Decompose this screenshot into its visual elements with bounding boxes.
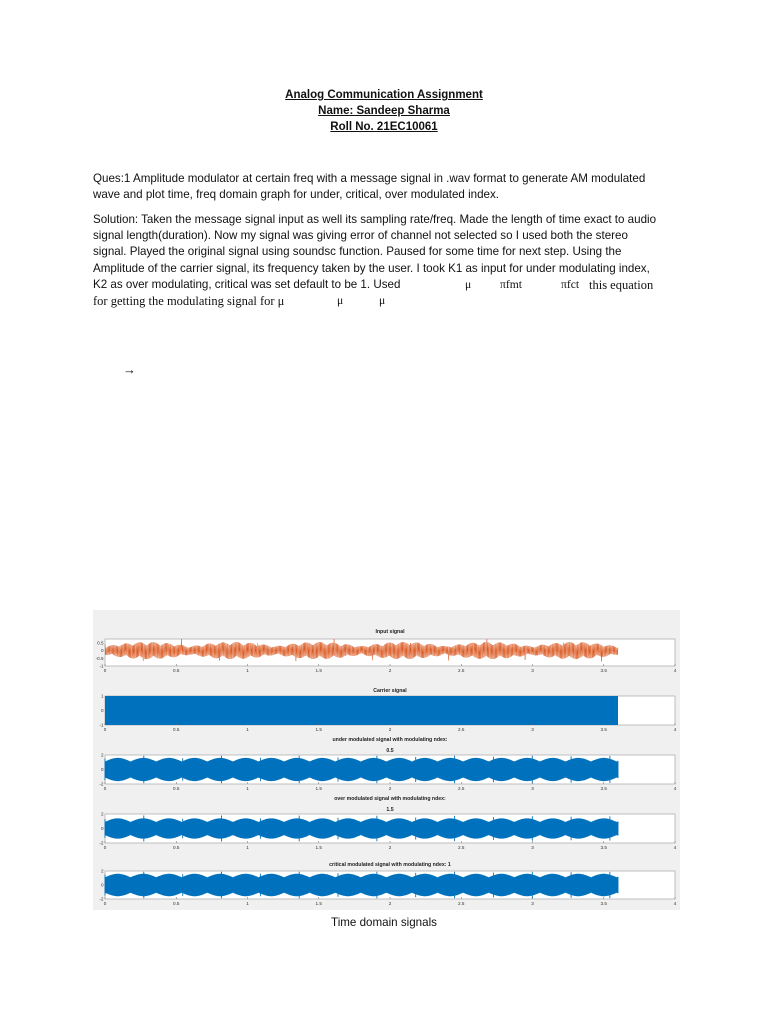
plot-title-3: under modulated signal with modulating ndex: [332,737,448,743]
equation-pifct: πfct [561,277,580,291]
y-tick-label-4-2: -2 [99,840,104,846]
y-tick-label-5-1: 0 [100,882,104,888]
x-tick-label-2-0: 0 [103,727,107,732]
x-tick-label-3-0: 0 [103,786,107,791]
x-tick-label-4-5: 2.5 [458,845,465,850]
x-tick-label-5-3: 1.5 [315,901,322,906]
solution-line-5-text: K2 as over modulating, critical was set default to be 1. Used [93,277,401,291]
x-tick-label-1-7: 3.5 [600,668,607,673]
plot-title-5: critical modulated signal with modulating ndex: 1 [329,862,451,868]
x-tick-label-2-8: 4 [673,727,677,732]
y-tick-label-4-0: 2 [100,811,104,817]
plot-title-4: over modulated signal with modulating ndex: [334,796,446,802]
x-tick-label-3-5: 2.5 [458,786,465,791]
x-tick-label-3-8: 4 [673,786,677,791]
equation-mu-3: μ [379,293,386,307]
x-tick-label-4-6: 3 [531,845,534,850]
x-tick-label-1-1: 0.5 [173,668,180,673]
x-tick-label-2-2: 1 [246,727,249,732]
arrow-symbol: → [123,362,136,377]
y-tick-label-5-0: 2 [100,868,104,874]
x-tick-label-4-3: 1.5 [315,845,322,850]
x-tick-label-5-7: 3.5 [600,901,607,906]
x-tick-label-4-2: 1 [246,845,249,850]
x-tick-label-3-3: 1.5 [315,786,322,791]
question-line-2: wave and plot time, freq domain graph for under, critical, over modulated index. [93,188,500,202]
plot-subtitle-3: 0.5 [386,748,394,754]
x-tick-label-5-8: 4 [673,901,677,906]
x-tick-label-4-1: 0.5 [173,845,180,850]
solution-line-5 [93,277,683,293]
question-text [93,171,683,203]
x-tick-label-5-2: 1 [246,901,249,906]
carrier-signal-band [105,696,618,725]
x-tick-label-1-5: 2.5 [458,668,465,673]
time-domain-figure [93,610,680,910]
y-tick-label-2-1: 0 [100,708,104,714]
equation-tail: this equation [589,277,654,292]
x-tick-label-3-4: 2 [388,786,392,791]
plot-title-1: Input signal [375,629,405,635]
x-tick-label-2-1: 0.5 [173,727,180,732]
solution-line-3: signal. Played the original signal using soundsc function. Paused for some time for next step. Using the [93,245,622,259]
x-tick-label-4-8: 4 [673,845,677,850]
author-name: Name: Sandeep Sharma [318,105,450,117]
equation-mu-2: μ [337,293,344,307]
y-tick-label-2-0: 1 [100,693,104,699]
x-tick-label-4-4: 2 [388,845,392,850]
solution-line-1: Solution: Taken the message signal input as well its sampling rate/freq. Made the length of time exact to audio [93,213,657,226]
figure-caption: Time domain signals [331,916,437,929]
solution-line-6-text: for getting the modulating signal for μ [93,293,285,308]
y-tick-label-1-3: -1 [99,663,104,669]
x-tick-label-5-1: 0.5 [173,901,180,906]
y-tick-label-1-2: -0.5 [95,655,104,661]
x-tick-label-5-5: 2.5 [458,901,465,906]
x-tick-label-3-6: 3 [531,786,534,791]
x-tick-label-2-4: 2 [388,727,392,732]
x-tick-label-1-6: 3 [531,668,534,673]
x-tick-label-4-7: 3.5 [600,845,607,850]
y-tick-label-3-2: -2 [99,781,104,787]
x-tick-label-2-5: 2.5 [458,727,465,732]
plot-subtitle-4: 1.5 [386,807,394,813]
y-tick-label-1-0: 0.5 [97,640,104,646]
x-tick-label-1-8: 4 [673,668,677,673]
y-tick-label-5-2: -2 [99,896,104,902]
equation-mu: μ [465,277,472,291]
document-title: Analog Communication Assignment [285,89,483,101]
matlab-figure-plots [93,610,680,910]
y-tick-label-4-1: 0 [100,826,104,832]
x-tick-label-1-2: 1 [246,668,249,673]
x-tick-label-3-7: 3.5 [600,786,607,791]
solution-text [93,212,683,309]
x-tick-label-3-1: 0.5 [173,786,180,791]
x-tick-label-2-3: 1.5 [315,727,322,732]
x-tick-label-1-0: 0 [103,668,107,673]
question-line-1: Ques:1 Amplitude modulator at certain freq with a message signal in .wav format to generate AM modulated [93,172,646,185]
x-tick-label-2-7: 3.5 [600,727,607,732]
solution-line-4: Amplitude of the carrier signal, its frequency taken by the user. I took K1 as input for under modulating index, [93,261,650,275]
y-tick-label-3-0: 2 [100,752,104,758]
x-tick-label-5-0: 0 [103,901,107,906]
x-tick-label-1-3: 1.5 [315,668,322,673]
solution-line-2: signal length(duration). Now my signal was giving error of channel not selected so I used both the stereo [93,229,628,243]
solution-line-6 [93,293,683,309]
plot-title-2: Carrier signal [373,688,407,694]
equation-pifmt: πfmt [500,277,522,291]
x-tick-label-2-6: 3 [531,727,534,732]
y-tick-label-3-1: 0 [100,767,104,773]
y-tick-label-2-2: -1 [99,722,104,728]
x-tick-label-4-0: 0 [103,845,107,850]
x-tick-label-5-4: 2 [388,901,392,906]
x-tick-label-3-2: 1 [246,786,249,791]
y-tick-label-1-1: 0 [100,648,104,654]
x-tick-label-1-4: 2 [388,668,392,673]
roll-number: Roll No. 21EC10061 [330,121,438,133]
x-tick-label-5-6: 3 [531,901,534,906]
